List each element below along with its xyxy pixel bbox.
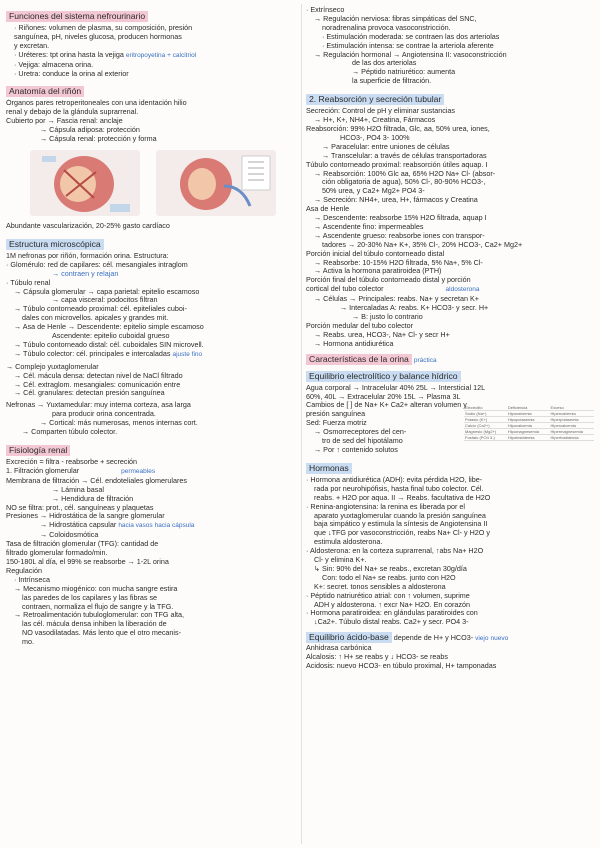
column-divider: [301, 4, 302, 844]
text-line-content: cortical del tubo colector: [306, 285, 384, 294]
text-line: → Péptido natriurético: aumenta: [352, 68, 456, 77]
text-line: → Cél. granulares: detectan presión sanguínea: [14, 389, 165, 398]
table-row: [464, 417, 594, 423]
text-line: · Extrínseco: [306, 6, 345, 14]
text-line: → Túbulo contorneado proximal: cél. epiteliales cuboi-: [14, 305, 187, 314]
text-line: Membrana de filtración → Cél. endoteliales glomerulares: [6, 476, 187, 485]
text-line: · Túbulo renal: [6, 278, 51, 287]
text-line: [6, 51, 296, 61]
text-line: Porción medular del tubo colector: [306, 321, 414, 330]
text-line: tadores → 20-30% Na+ K+, 35% Cl-, 20% HCO3-, Ca2+ Mg2+: [322, 240, 523, 249]
table-row: [464, 435, 594, 441]
text-line: · Intrínseca: [14, 575, 50, 584]
text-line: 1M nefronas por riñón, formación orina. Estructura:: [6, 251, 169, 260]
table-header: Deficiencia: [507, 405, 550, 411]
text-line: → Mecanismo miogénico: con mucha sangre estira: [14, 584, 178, 593]
text-line: · Aldosterona: en la corteza suprarrenal, ↑abs Na+ H2O: [306, 547, 484, 556]
text-line: · Hormona paratiroidea: en glándulas paratiroides con: [306, 609, 478, 618]
text-line: 60%, 40L → Extracelular 20% 15L → Plasma 3L: [306, 392, 461, 401]
text-line: Nefronas → Yuxtamedular: muy interna corteza, asa larga: [6, 401, 191, 410]
table-cell: Magnesio (Mg2+): [464, 429, 507, 435]
text-line: Excreción = filtra - reabsorbe + secreción: [6, 458, 138, 466]
text-line: → Intercaladas A: reabs. K+ HCO3- y secr. H+: [340, 304, 489, 313]
text-line: Órganos pares retroperitoneales con una identación hilio: [6, 99, 187, 108]
text-line: ADH y aldosterona. ↑ excr Na+ H2O. En corazón: [314, 600, 470, 609]
text-line: · Uretra: conduce la orina al exterior: [14, 69, 129, 78]
text-line: contraen, normaliza el flujo de sangre y la TFG.: [22, 602, 174, 611]
margin-note: ajuste fino: [172, 350, 203, 358]
text-line: · Estimulación intensa: se contrae la arteriola aferente: [322, 41, 494, 50]
text-line: presión sanguínea: [306, 410, 366, 419]
text-line: Porción inicial del túbulo contorneado distal: [306, 249, 445, 258]
text-line: → Reabs. urea, HCO3-, Na+ Cl- y secr H+: [314, 330, 450, 339]
text-line: Cl- y elimina K+.: [314, 556, 367, 565]
text-line: reabs. + H2O por aqua. II → Reabs. facultativa de H2O: [314, 493, 491, 502]
text-line: Acidosis: nuevo HCO3- en túbulo proximal, H+ tamponadas: [306, 662, 497, 671]
text-line: → Hormona antidiurética: [314, 339, 394, 348]
section-title-equilibrio: Equilibrio electrolítico y balance hídrico: [306, 371, 461, 382]
table-cell: Fosfato (PO4 3-): [464, 435, 507, 441]
text-line: Secreción: Control de pH y eliminar sustancias: [306, 107, 456, 116]
text-line: → Por ↑ contenido solutos: [314, 445, 398, 454]
margin-note: permeables: [121, 467, 156, 475]
text-line: · Glomérulo: red de capilares: cél. mesangiales intraglom: [6, 260, 188, 269]
text-line: NO se filtra: prot., cél. sanguíneas y plaquetas: [6, 503, 154, 512]
margin-note: viejo: [475, 635, 489, 643]
table-header: Exceso: [550, 405, 594, 411]
table-cell: Hipopotasemia: [507, 417, 550, 423]
text-line: → Paracelular: entre uniones de células: [322, 142, 450, 151]
text-line: → H+, K+, NH4+, Creatina, Fármacos: [314, 116, 436, 125]
table-header: Electrolito: [464, 405, 507, 411]
text-line-content: → Túbulo colector: cél. principales e intercaladas: [14, 349, 171, 358]
text-line: → Células → Principales: reabs. Na+ y secretan K+: [314, 295, 479, 304]
text-line: dales con microvellos. apicales y grandes mit.: [22, 314, 169, 323]
margin-note: nuevo: [490, 635, 509, 643]
text-line: → Cápsula adiposa: protección: [40, 126, 140, 135]
text-line: que ↓TFG por vasoconstricción, reabs Na+ Cl- y H2O y: [314, 529, 490, 538]
text-line: → Retroalimentación tubuloglomerular: con TFG alta,: [14, 611, 185, 620]
text-line: · Estimulación moderada: se contraen las dos arteriolas: [322, 32, 500, 41]
margin-note: hacia vasos: [118, 522, 153, 530]
section-title-estructura: Estructura microscópica: [6, 239, 104, 250]
table-row: [464, 423, 594, 429]
table-cell: Hipermagnesemia: [550, 429, 594, 435]
text-line: → Reabsorción: 100% Glc aa, 65% H2O Na+ Cl- (absor-: [314, 169, 496, 178]
text-line: NO vasodilatadas. Más lento que el otro mecanis-: [22, 629, 182, 638]
text-line: mo.: [22, 638, 34, 647]
text-line: → Lámina basal: [52, 485, 104, 494]
text-line: ción obligatoria de agua), 50% Cl-, 80-90% HCO3-,: [322, 178, 486, 187]
text-line: → Asa de Henle → Descendente: epitelio simple escamoso: [14, 323, 204, 332]
section-title-orina: Características de la orina: [306, 354, 412, 365]
table-cell: Hiperfosfatemia: [550, 435, 594, 441]
table-cell: Hipercalcemia: [550, 423, 594, 429]
text-line: → Regulación nerviosa: fibras simpáticas del SNC,: [314, 14, 477, 23]
text-line: filtrado glomerular formado/min.: [6, 549, 108, 558]
text-line: Cubierto por → Fascia renal: anclaje: [6, 117, 123, 126]
margin-note: aldosterona: [445, 286, 480, 294]
text-line: [306, 630, 594, 644]
text-line: Reabsorción: 99% H2O filtrada, Glc, aa, 50% urea, iones,: [306, 124, 490, 133]
text-line: Asa de Henle: [306, 205, 350, 214]
text-line: → contraen y relajan: [52, 269, 119, 278]
text-line-content: depende de H+ y HCO3-: [393, 633, 474, 643]
text-line: → Hendidura de filtración: [52, 494, 134, 503]
text-line: sanguínea, pH, niveles glucosa, producen hormonas: [14, 32, 182, 41]
text-line: Con: todo el Na+ se reabs. junto con H2O: [322, 573, 456, 582]
text-line: ↳ Sin: 90% del Na+ se reabs., excretan 30g/día: [314, 564, 467, 573]
text-line: de las dos arteriolas: [352, 59, 417, 68]
text-line: → Osmorreceptores del cen-: [314, 428, 407, 437]
text-line: → Cél. extraglom. mesangiales: comunicación entre: [14, 380, 181, 389]
table-row: [464, 411, 594, 417]
text-line: 150-180L al día, el 99% se reabsorbe → 1-2L orina: [6, 557, 169, 566]
text-line: Presiones → Hidrostática de la sangre glomerular: [6, 512, 165, 521]
text-line: las cél. mácula densa inhiben la liberación de: [22, 620, 167, 629]
text-line: [6, 350, 296, 360]
section-title-hormonas: Hormonas: [306, 463, 352, 474]
text-line: 50% urea, y Ca2+ Mg2+ PO4 3-: [322, 187, 425, 196]
text-line: → Ascendente fino: impermeables: [314, 222, 424, 231]
text-line: Agua corporal → Intracelular 40% 25L → Intersticial 12L: [306, 383, 486, 392]
section-title-reabsorcion: 2. Reabsorción y secreción tubular: [306, 94, 444, 105]
text-line: → Reabsorbe: 10-15% H2O filtrada, 5% Na+, 5% Cl-: [314, 258, 483, 267]
text-line: [306, 285, 594, 295]
text-line: [306, 352, 594, 366]
text-line: Alcalosis: ↑ H+ se reabs y ↓ HCO3- se reabs: [306, 653, 449, 662]
section-title-funciones: Funciones del sistema nefrourinario: [6, 11, 148, 22]
table-cell: Hipernatremia: [550, 411, 594, 417]
text-line: tro de sed del hipotálamo: [322, 437, 403, 446]
table-cell: Hiponatremia: [507, 411, 550, 417]
text-line: · Renina-angiotensina: la renina es liberada por el: [306, 502, 466, 511]
text-line: noradrenalina provoca vasoconstricción.: [322, 23, 451, 32]
text-line: Abundante vascularización, 20-25% gasto cardíaco: [6, 221, 170, 230]
text-line: Regulación: [6, 566, 42, 575]
text-line: → Cápsula glomerular → capa parietal: epitelio escamoso: [14, 287, 200, 296]
text-line: Cambios de [ ] de Na+ K+ Ca2+ alteran volumen y: [306, 401, 467, 410]
text-line: Ascendente: epitelio cuboidal grueso: [52, 332, 170, 341]
text-line: · Hormona antidiurética (ADH): evita pérdida H2O, libe-: [306, 475, 483, 484]
text-line: · Riñones: volumen de plasma, su composición, presión: [14, 24, 193, 32]
text-line: Tasa de filtración glomerular (TFG): cantidad de: [6, 540, 159, 549]
text-line: K+: secret. tonos sensibles a aldosterona: [314, 582, 446, 591]
text-line: → Descendente: reabsorbe 15% H2O filtrada, aquap I: [314, 214, 487, 223]
section-title-anatomia: Anatomía del riñón: [6, 86, 84, 97]
kidney-illustration: [6, 146, 296, 220]
text-line: para producir orina concentrada.: [52, 410, 156, 419]
text-line: → capa visceral: podocitos filtran: [52, 296, 158, 305]
text-line-content: 1. Filtración glomerular: [6, 466, 80, 475]
text-line: · Péptido natriurético atrial: con ↑ volumen, suprime: [306, 591, 470, 600]
text-line: → Túbulo contorneado distal: cél. cuboidales SIN microvell.: [14, 340, 204, 349]
text-line: HCO3-, PO4 3- 100%: [340, 133, 410, 142]
text-line: → B: justo lo contrario: [352, 313, 423, 321]
text-line: → Activa la hormona paratiroidea (PTH): [314, 267, 442, 276]
text-line: y excretan.: [14, 41, 50, 50]
text-line: Túbulo contorneado proximal: reabsorción útiles aquap. I: [306, 160, 488, 169]
text-line: → Secreción: NH4+, urea, H+, fármacos y Creatina: [314, 196, 478, 205]
text-line: → Comparten túbulo colector.: [22, 428, 118, 437]
table-cell: Potasio (K+): [464, 417, 507, 423]
text-line: → Regulación hormonal → Angiotensina II: vasoconstricción: [314, 50, 507, 59]
text-line: → Ascendente grueso: reabsorbe iones con transpor-: [314, 231, 485, 240]
table-cell: Hipomagnesemia: [507, 429, 550, 435]
text-line: → Coloidosmótica: [40, 531, 99, 540]
margin-note: eritropoyetina + calcitriol: [125, 51, 197, 59]
table-cell: Hipocalcemia: [507, 423, 550, 429]
text-line: ↓Ca2+. Túbulo distal reabs. Ca2+ y secr. PO4 3-: [314, 618, 469, 627]
right-column: [306, 6, 594, 671]
text-line-content: · Uréteres: tpt orina hasta la vejiga: [14, 50, 124, 59]
text-line: las paredes de los capilares y las fibras se: [22, 593, 158, 602]
margin-note: hacia cápsula: [154, 522, 195, 530]
text-line: → Cápsula renal: protección y forma: [40, 135, 157, 144]
section-title-acido-base: Equilibrio ácido-base: [306, 632, 392, 643]
text-line: → Cél. mácula densa: detectan nivel de NaCl filtrado: [14, 371, 183, 380]
text-line: rada por neurohipófisis, hasta final tubo colector. Cél.: [314, 484, 484, 493]
text-line-content: → Hidrostática capsular: [40, 521, 117, 530]
electrolyte-table: [464, 405, 594, 441]
text-line: [6, 467, 296, 477]
left-column: [6, 6, 296, 647]
table-cell: Hiperpotasemia: [550, 417, 594, 423]
text-line: → Complejo yuxtaglomerular: [6, 362, 99, 371]
text-line: → Cortical: más numerosas, menos internas cort.: [40, 419, 198, 428]
text-line: estimula aldosterona.: [314, 538, 383, 547]
text-line: [6, 521, 296, 531]
text-line: la superficie de filtración.: [352, 77, 432, 86]
table-cell: Hipofosfatemia: [507, 435, 550, 441]
text-line: baja simpático y estimula la síntesis de Angiotensina II: [314, 520, 488, 529]
table-cell: Calcio (Ca2+): [464, 423, 507, 429]
margin-note: práctica: [413, 356, 437, 364]
kidney-anatomy-figure: [6, 146, 296, 220]
table-cell: Sodio (Na+): [464, 411, 507, 417]
section-title-fisiologia: Fisiología renal: [6, 445, 70, 456]
text-line: · Vejiga: almacena orina.: [14, 60, 94, 69]
table-row: [464, 429, 594, 435]
text-line: Porción final del túbulo contorneado distal y porción: [306, 276, 471, 285]
text-line: Anhidrasa carbónica: [306, 644, 372, 653]
text-line: renal y debajo de la glándula suprarrenal.: [6, 108, 139, 117]
text-line: → Transcelular: a través de células transportadoras: [322, 151, 487, 160]
text-line: aparato yuxtaglomerular cuando la presión sanguínea: [314, 511, 486, 520]
text-line: Sed: Fuerza motriz: [306, 419, 367, 428]
